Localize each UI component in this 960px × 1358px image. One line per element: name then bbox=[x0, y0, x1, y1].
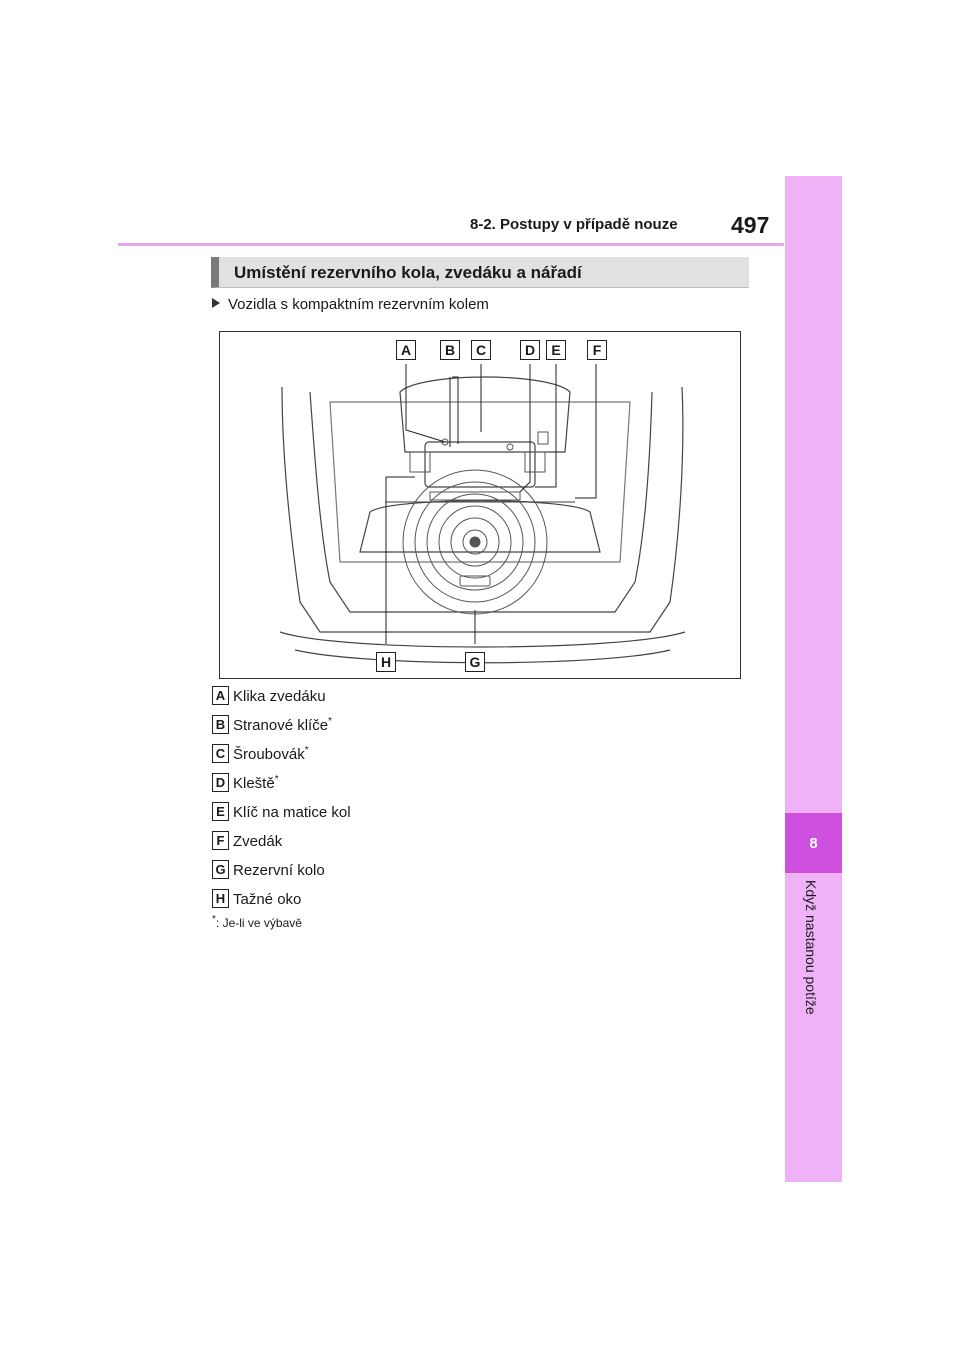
subheading bbox=[212, 296, 489, 313]
legend-key: E bbox=[212, 802, 229, 821]
chapter-side-tab bbox=[785, 176, 842, 1182]
legend-key: F bbox=[212, 831, 229, 850]
legend-key: D bbox=[212, 773, 229, 792]
section-heading-bar bbox=[211, 257, 749, 288]
legend-text: Kleště bbox=[233, 775, 275, 792]
legend-key: C bbox=[212, 744, 229, 763]
trunk-illustration bbox=[219, 331, 741, 679]
section-title: Umístění rezervního kola, zvedáku a nářadí bbox=[234, 263, 582, 282]
legend-key: H bbox=[212, 889, 229, 908]
legend-key: B bbox=[212, 715, 229, 734]
legend-text: Klíč na matice kol bbox=[233, 804, 351, 821]
figure-callout-g: G bbox=[465, 652, 485, 672]
legend-text: Tažné oko bbox=[233, 891, 302, 908]
figure-callout-h: H bbox=[376, 652, 396, 672]
footnote bbox=[212, 914, 302, 930]
subheading-text: Vozidla s kompaktním rezervním kolem bbox=[228, 296, 489, 313]
legend-text: Klika zvedáku bbox=[233, 688, 326, 705]
footnote-text: : Je-li ve výbavě bbox=[215, 916, 302, 930]
chapter-number-box bbox=[785, 813, 842, 873]
triangle-bullet-icon bbox=[212, 298, 220, 308]
legend-text: Zvedák bbox=[233, 833, 283, 850]
footnote-mark: * bbox=[212, 914, 216, 925]
figure-callout-b: B bbox=[440, 340, 460, 360]
header-divider bbox=[118, 243, 784, 246]
legend-text: Stranové klíče bbox=[233, 717, 329, 734]
legend-text: Rezervní kolo bbox=[233, 862, 325, 879]
figure-callout-c: C bbox=[471, 340, 491, 360]
legend-asterisk: * bbox=[274, 774, 279, 785]
figure-callout-e: E bbox=[546, 340, 566, 360]
page-number: 497 bbox=[731, 212, 770, 238]
figure-callout-d: D bbox=[520, 340, 540, 360]
trunk-drawing bbox=[220, 332, 740, 678]
legend-text: Šroubovák bbox=[233, 746, 305, 763]
header-section-title: 8-2. Postupy v případě nouze bbox=[470, 216, 678, 233]
legend-key: G bbox=[212, 860, 229, 879]
chapter-number: 8 bbox=[809, 835, 818, 852]
chapter-title-vertical: Když nastanou potíže bbox=[803, 880, 819, 1015]
legend-asterisk: * bbox=[328, 716, 332, 727]
figure-callout-a: A bbox=[396, 340, 416, 360]
figure-callout-f: F bbox=[587, 340, 607, 360]
legend-key: A bbox=[212, 686, 229, 705]
legend-asterisk: * bbox=[304, 745, 309, 756]
